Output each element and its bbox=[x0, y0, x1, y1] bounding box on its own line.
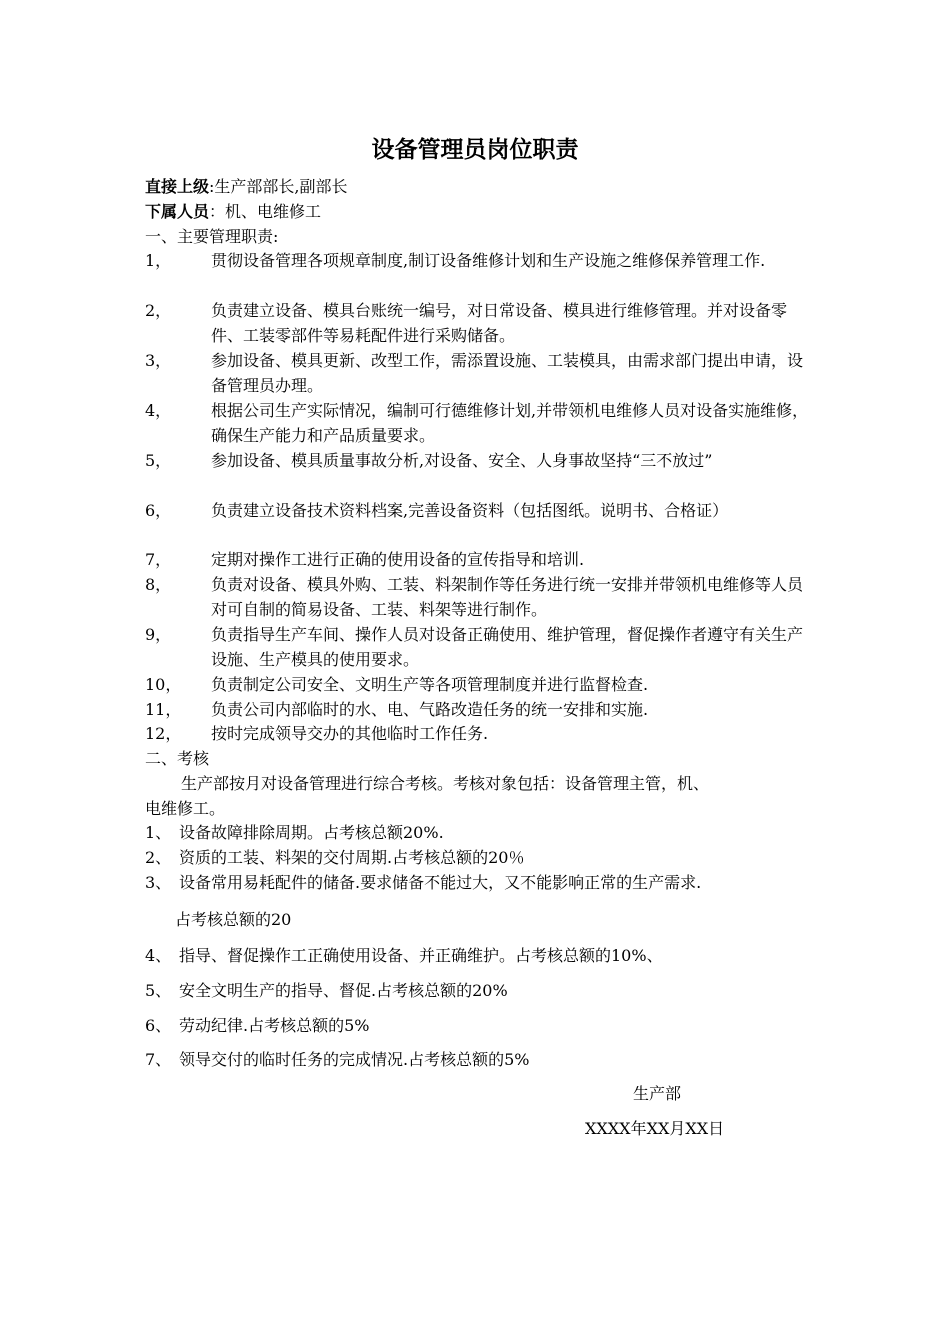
document-title: 设备管理员岗位职责 bbox=[371, 137, 579, 163]
duty-text: 负责对设备、模具外购、工装、料架制作等任务进行统一安排并带领机电维修等人员对可自制的简易设备、工装、料架等进行制作。 bbox=[211, 575, 804, 619]
assessment-number: 2、 bbox=[145, 848, 172, 867]
assessment-number: 6、 bbox=[145, 1016, 172, 1035]
duty-text: 负责指导生产车间、操作人员对设备正确使用、维护管理，督促操作者遵守有关生产设施、生产模具的使用要求。 bbox=[211, 625, 804, 669]
assessment-text: 指导、督促操作工正确使用设备、并正确维护。占考核总额的10%、 bbox=[179, 946, 663, 965]
assessment-intro-continued: 电维修工。 bbox=[145, 799, 226, 818]
duty-number: 3， bbox=[145, 351, 172, 370]
signature-department: 生产部 bbox=[633, 1084, 682, 1103]
duty-text: 负责建立设备技术资料档案,完善设备资料（包括图纸。说明书、合格证） bbox=[211, 501, 729, 520]
assessment-number: 5、 bbox=[145, 981, 172, 1000]
assessment-number: 1、 bbox=[145, 823, 172, 842]
superior-value: :生产部部长,副部长 bbox=[209, 177, 348, 196]
duty-number: 8， bbox=[145, 575, 172, 594]
subordinate-label: 下属人员 bbox=[145, 202, 210, 221]
assessment-text: 劳动纪律.占考核总额的5% bbox=[179, 1016, 370, 1035]
assessment-text: 设备故障排除周期。占考核总额20%. bbox=[179, 823, 444, 842]
duty-text: 负责公司内部临时的水、电、气路改造任务的统一安排和实施. bbox=[211, 700, 649, 719]
duty-number: 5， bbox=[145, 451, 172, 470]
duty-text: 负责建立设备、模具台账统一编号，对日常设备、模具进行维修管理。并对设备零件、工装零部件等易耗配件进行采购储备。 bbox=[211, 301, 788, 345]
superior-line bbox=[145, 175, 348, 199]
duty-number: 6， bbox=[145, 501, 172, 520]
assessment-number: 7、 bbox=[145, 1050, 172, 1069]
duty-text: 按时完成领导交办的其他临时工作任务. bbox=[211, 724, 489, 743]
duty-number: 1， bbox=[145, 251, 172, 270]
duty-number: 12， bbox=[145, 724, 182, 743]
superior-label: 直接上级 bbox=[145, 177, 210, 196]
assessment-text: 资质的工装、料架的交付周期.占考核总额的20％ bbox=[179, 848, 525, 867]
assessment-intro: 生产部按月对设备管理进行综合考核。考核对象包括：设备管理主管，机、 bbox=[181, 774, 710, 793]
duty-text: 贯彻设备管理各项规章制度,制订设备维修计划和生产设施之维修保养管理工作. bbox=[211, 251, 766, 270]
duty-text: 参加设备、模具质量事故分析,对设备、安全、人身事故坚持“三不放过” bbox=[211, 451, 713, 470]
duty-number: 11， bbox=[145, 700, 182, 719]
assessment-text: 领导交付的临时任务的完成情况.占考核总额的5% bbox=[179, 1050, 530, 1069]
duty-text: 根据公司生产实际情况，编制可行德维修计划,并带领机电维修人员对设备实施维修，确保生产能力和产品质量要求。 bbox=[211, 401, 809, 445]
assessment-text: 占考核总额的20 bbox=[175, 910, 292, 929]
duty-number: 4， bbox=[145, 401, 172, 420]
signature-date: XXXX年XX月XX日 bbox=[585, 1119, 725, 1138]
subordinate-value: ：机、电维修工 bbox=[209, 202, 322, 221]
duty-text: 定期对操作工进行正确的使用设备的宣传指导和培训. bbox=[211, 550, 585, 569]
section1-heading: 一、主要管理职责: bbox=[145, 227, 279, 246]
duty-number: 9， bbox=[145, 625, 172, 644]
assessment-text: 设备常用易耗配件的储备.要求储备不能过大，又不能影响正常的生产需求. bbox=[179, 873, 702, 892]
duty-number: 2， bbox=[145, 301, 172, 320]
duty-number: 7， bbox=[145, 550, 172, 569]
assessment-number: 3、 bbox=[145, 873, 172, 892]
duty-text: 负责制定公司安全、文明生产等各项管理制度并进行监督检查. bbox=[211, 675, 649, 694]
duty-text: 参加设备、模具更新、改型工作，需添置设施、工装模具，由需求部门提出申请，设备管理员办理。 bbox=[211, 351, 804, 395]
subordinate-line bbox=[145, 200, 321, 224]
duty-number: 10， bbox=[145, 675, 182, 694]
assessment-number: 4、 bbox=[145, 946, 172, 965]
section2-heading: 二、考核 bbox=[145, 749, 210, 768]
assessment-text: 安全文明生产的指导、督促.占考核总额的20% bbox=[179, 981, 508, 1000]
